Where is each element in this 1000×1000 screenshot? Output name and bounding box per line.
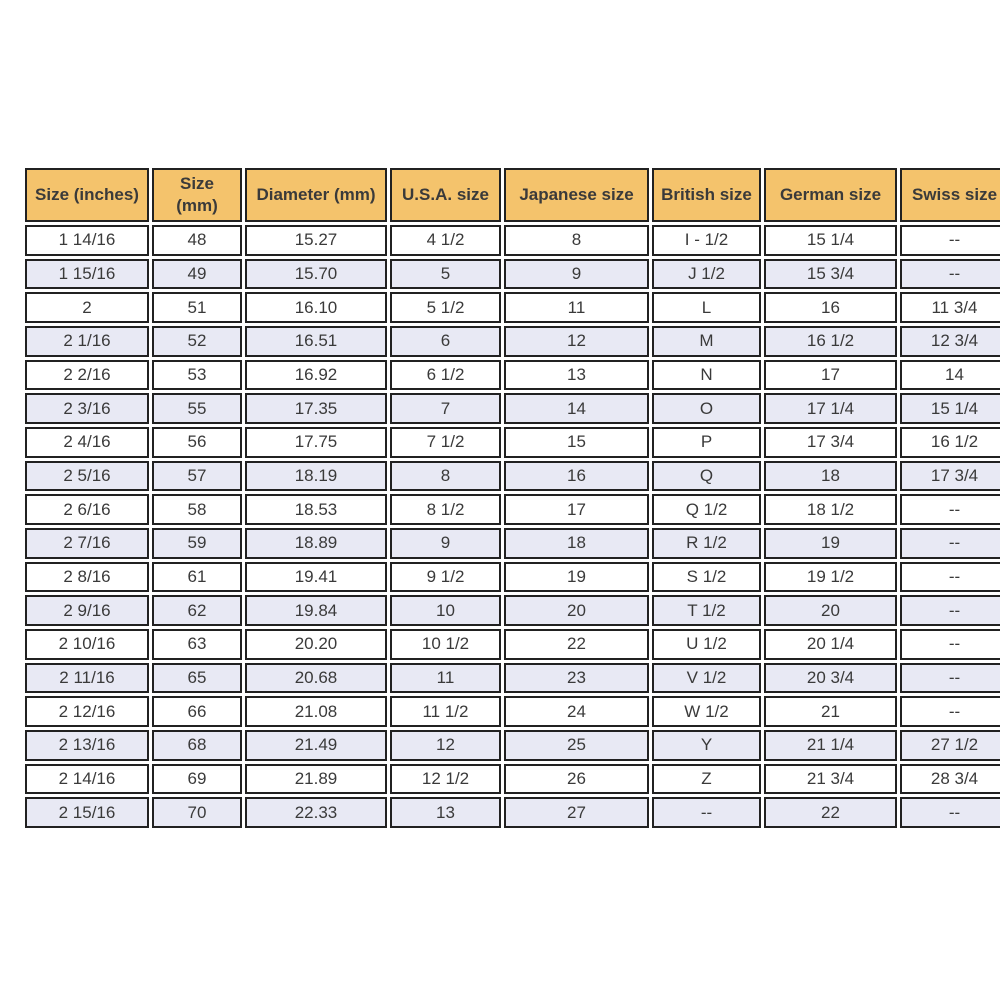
table-cell-british-size: P: [652, 427, 761, 458]
table-cell-german-size: 21 1/4: [764, 730, 897, 761]
table-cell-japanese-size: 18: [504, 528, 649, 559]
table-cell-swiss-size: 15 1/4: [900, 393, 1000, 424]
table-cell-diameter-mm: 22.33: [245, 797, 387, 828]
table-cell-german-size: 22: [764, 797, 897, 828]
table-cell-british-size: U 1/2: [652, 629, 761, 660]
table-cell-diameter-mm: 21.49: [245, 730, 387, 761]
column-header-swiss-size: Swiss size: [900, 168, 1000, 222]
table-cell-size-mm: 49: [152, 259, 242, 290]
table-cell-swiss-size: --: [900, 629, 1000, 660]
column-header-british-size: British size: [652, 168, 761, 222]
table-cell-size-inches: 2 9/16: [25, 595, 149, 626]
table-cell-german-size: 17 3/4: [764, 427, 897, 458]
table-cell-diameter-mm: 19.41: [245, 562, 387, 593]
table-cell-size-inches: 2 3/16: [25, 393, 149, 424]
table-cell-british-size: R 1/2: [652, 528, 761, 559]
table-cell-british-size: V 1/2: [652, 663, 761, 694]
table-cell-british-size: J 1/2: [652, 259, 761, 290]
table-cell-german-size: 18: [764, 461, 897, 492]
table-cell-size-inches: 2 13/16: [25, 730, 149, 761]
table-cell-british-size: Y: [652, 730, 761, 761]
table-row: [25, 730, 1000, 761]
table-cell-japanese-size: 20: [504, 595, 649, 626]
table-cell-size-inches: 1 15/16: [25, 259, 149, 290]
table-cell-diameter-mm: 17.75: [245, 427, 387, 458]
table-cell-swiss-size: 27 1/2: [900, 730, 1000, 761]
table-cell-size-mm: 70: [152, 797, 242, 828]
table-cell-usa-size: 10 1/2: [390, 629, 501, 660]
table-cell-diameter-mm: 16.92: [245, 360, 387, 391]
table-cell-japanese-size: 25: [504, 730, 649, 761]
table-row: [25, 797, 1000, 828]
table-cell-usa-size: 7 1/2: [390, 427, 501, 458]
table-cell-usa-size: 9: [390, 528, 501, 559]
table-cell-size-mm: 68: [152, 730, 242, 761]
table-cell-usa-size: 5 1/2: [390, 292, 501, 323]
table-cell-swiss-size: --: [900, 494, 1000, 525]
table-cell-japanese-size: 8: [504, 225, 649, 256]
table-cell-size-inches: 2 15/16: [25, 797, 149, 828]
table-cell-size-mm: 53: [152, 360, 242, 391]
table-cell-size-mm: 55: [152, 393, 242, 424]
table-row: [25, 292, 1000, 323]
table-row: [25, 494, 1000, 525]
table-cell-diameter-mm: 16.51: [245, 326, 387, 357]
table-cell-german-size: 20 1/4: [764, 629, 897, 660]
table-cell-size-inches: 2 11/16: [25, 663, 149, 694]
table-cell-german-size: 17 1/4: [764, 393, 897, 424]
table-cell-diameter-mm: 20.20: [245, 629, 387, 660]
table-body: [25, 225, 1000, 828]
table-cell-size-inches: 2 4/16: [25, 427, 149, 458]
table-cell-usa-size: 6 1/2: [390, 360, 501, 391]
table-row: [25, 663, 1000, 694]
table-cell-diameter-mm: 18.19: [245, 461, 387, 492]
table-cell-german-size: 16 1/2: [764, 326, 897, 357]
table-cell-swiss-size: 11 3/4: [900, 292, 1000, 323]
table-cell-japanese-size: 24: [504, 696, 649, 727]
table-cell-swiss-size: --: [900, 528, 1000, 559]
table-cell-british-size: S 1/2: [652, 562, 761, 593]
table-cell-british-size: Q 1/2: [652, 494, 761, 525]
table-cell-size-mm: 69: [152, 764, 242, 795]
table-cell-swiss-size: 16 1/2: [900, 427, 1000, 458]
table-cell-swiss-size: --: [900, 595, 1000, 626]
table-cell-size-inches: 2 10/16: [25, 629, 149, 660]
table-cell-swiss-size: --: [900, 797, 1000, 828]
table-cell-size-mm: 63: [152, 629, 242, 660]
table-cell-usa-size: 13: [390, 797, 501, 828]
table-cell-german-size: 16: [764, 292, 897, 323]
table-cell-usa-size: 11: [390, 663, 501, 694]
table-cell-german-size: 20 3/4: [764, 663, 897, 694]
table-row: [25, 528, 1000, 559]
table-cell-german-size: 19 1/2: [764, 562, 897, 593]
table-cell-usa-size: 5: [390, 259, 501, 290]
table-row: [25, 764, 1000, 795]
table-cell-diameter-mm: 17.35: [245, 393, 387, 424]
table-cell-diameter-mm: 21.89: [245, 764, 387, 795]
table-cell-size-mm: 59: [152, 528, 242, 559]
table-cell-swiss-size: --: [900, 696, 1000, 727]
table-cell-japanese-size: 14: [504, 393, 649, 424]
table-cell-size-mm: 52: [152, 326, 242, 357]
table-cell-diameter-mm: 18.89: [245, 528, 387, 559]
table-cell-usa-size: 12 1/2: [390, 764, 501, 795]
table-cell-japanese-size: 19: [504, 562, 649, 593]
header-row: [25, 168, 1000, 222]
table-row: [25, 427, 1000, 458]
table-cell-diameter-mm: 18.53: [245, 494, 387, 525]
table-cell-japanese-size: 15: [504, 427, 649, 458]
table-cell-japanese-size: 11: [504, 292, 649, 323]
table-cell-german-size: 20: [764, 595, 897, 626]
table-row: [25, 259, 1000, 290]
table-cell-usa-size: 6: [390, 326, 501, 357]
table-cell-japanese-size: 13: [504, 360, 649, 391]
table-cell-size-mm: 61: [152, 562, 242, 593]
table-cell-size-mm: 48: [152, 225, 242, 256]
table-row: [25, 326, 1000, 357]
table-cell-usa-size: 10: [390, 595, 501, 626]
column-header-diameter-mm: Diameter (mm): [245, 168, 387, 222]
table-row: [25, 629, 1000, 660]
table-cell-usa-size: 11 1/2: [390, 696, 501, 727]
table-cell-size-mm: 66: [152, 696, 242, 727]
table-cell-german-size: 17: [764, 360, 897, 391]
table-cell-diameter-mm: 15.27: [245, 225, 387, 256]
table-cell-swiss-size: 17 3/4: [900, 461, 1000, 492]
table-cell-german-size: 21 3/4: [764, 764, 897, 795]
table-cell-swiss-size: --: [900, 562, 1000, 593]
table-cell-japanese-size: 26: [504, 764, 649, 795]
table-cell-swiss-size: --: [900, 663, 1000, 694]
table-cell-swiss-size: --: [900, 259, 1000, 290]
table-cell-size-mm: 57: [152, 461, 242, 492]
table-cell-japanese-size: 22: [504, 629, 649, 660]
table-cell-diameter-mm: 20.68: [245, 663, 387, 694]
table-cell-usa-size: 9 1/2: [390, 562, 501, 593]
table-row: [25, 360, 1000, 391]
table-cell-japanese-size: 17: [504, 494, 649, 525]
table-cell-size-inches: 2 8/16: [25, 562, 149, 593]
table-cell-size-inches: 2 5/16: [25, 461, 149, 492]
table-cell-size-inches: 2 6/16: [25, 494, 149, 525]
table-cell-british-size: L: [652, 292, 761, 323]
table-cell-usa-size: 4 1/2: [390, 225, 501, 256]
column-header-size-inches: Size (inches): [25, 168, 149, 222]
table-cell-size-mm: 56: [152, 427, 242, 458]
table-cell-swiss-size: 14: [900, 360, 1000, 391]
table-row: [25, 562, 1000, 593]
table-cell-british-size: M: [652, 326, 761, 357]
table-cell-british-size: Z: [652, 764, 761, 795]
table-cell-size-mm: 62: [152, 595, 242, 626]
table-cell-swiss-size: 28 3/4: [900, 764, 1000, 795]
table-row: [25, 461, 1000, 492]
table-cell-german-size: 19: [764, 528, 897, 559]
table-cell-usa-size: 8: [390, 461, 501, 492]
table-cell-diameter-mm: 21.08: [245, 696, 387, 727]
table-cell-german-size: 18 1/2: [764, 494, 897, 525]
table-cell-british-size: W 1/2: [652, 696, 761, 727]
table-cell-size-inches: 1 14/16: [25, 225, 149, 256]
table-cell-swiss-size: 12 3/4: [900, 326, 1000, 357]
table-cell-size-inches: 2 14/16: [25, 764, 149, 795]
table-cell-size-inches: 2 7/16: [25, 528, 149, 559]
table-cell-diameter-mm: 16.10: [245, 292, 387, 323]
table-cell-japanese-size: 9: [504, 259, 649, 290]
table-cell-diameter-mm: 15.70: [245, 259, 387, 290]
table-row: [25, 225, 1000, 256]
table-row: [25, 393, 1000, 424]
table-cell-japanese-size: 27: [504, 797, 649, 828]
table-cell-size-mm: 51: [152, 292, 242, 323]
table-row: [25, 696, 1000, 727]
table-cell-japanese-size: 16: [504, 461, 649, 492]
column-header-german-size: German size: [764, 168, 897, 222]
ring-size-table: [22, 165, 1000, 831]
table-cell-british-size: N: [652, 360, 761, 391]
table-cell-size-inches: 2: [25, 292, 149, 323]
table-cell-size-mm: 58: [152, 494, 242, 525]
table-cell-usa-size: 8 1/2: [390, 494, 501, 525]
table-cell-british-size: --: [652, 797, 761, 828]
column-header-usa-size: U.S.A. size: [390, 168, 501, 222]
table-cell-size-inches: 2 1/16: [25, 326, 149, 357]
table-cell-size-mm: 65: [152, 663, 242, 694]
table-cell-japanese-size: 12: [504, 326, 649, 357]
column-header-size-mm: Size (mm): [152, 168, 242, 222]
table-cell-swiss-size: --: [900, 225, 1000, 256]
table-cell-usa-size: 7: [390, 393, 501, 424]
table-cell-size-inches: 2 2/16: [25, 360, 149, 391]
table-cell-usa-size: 12: [390, 730, 501, 761]
table-header: [25, 168, 1000, 222]
table-cell-japanese-size: 23: [504, 663, 649, 694]
table-cell-british-size: O: [652, 393, 761, 424]
table-cell-diameter-mm: 19.84: [245, 595, 387, 626]
table-cell-size-inches: 2 12/16: [25, 696, 149, 727]
table-cell-british-size: Q: [652, 461, 761, 492]
table-row: [25, 595, 1000, 626]
table-cell-german-size: 15 1/4: [764, 225, 897, 256]
table-cell-german-size: 15 3/4: [764, 259, 897, 290]
table-cell-british-size: T 1/2: [652, 595, 761, 626]
table-cell-british-size: I - 1/2: [652, 225, 761, 256]
table-cell-german-size: 21: [764, 696, 897, 727]
column-header-japanese-size: Japanese size: [504, 168, 649, 222]
